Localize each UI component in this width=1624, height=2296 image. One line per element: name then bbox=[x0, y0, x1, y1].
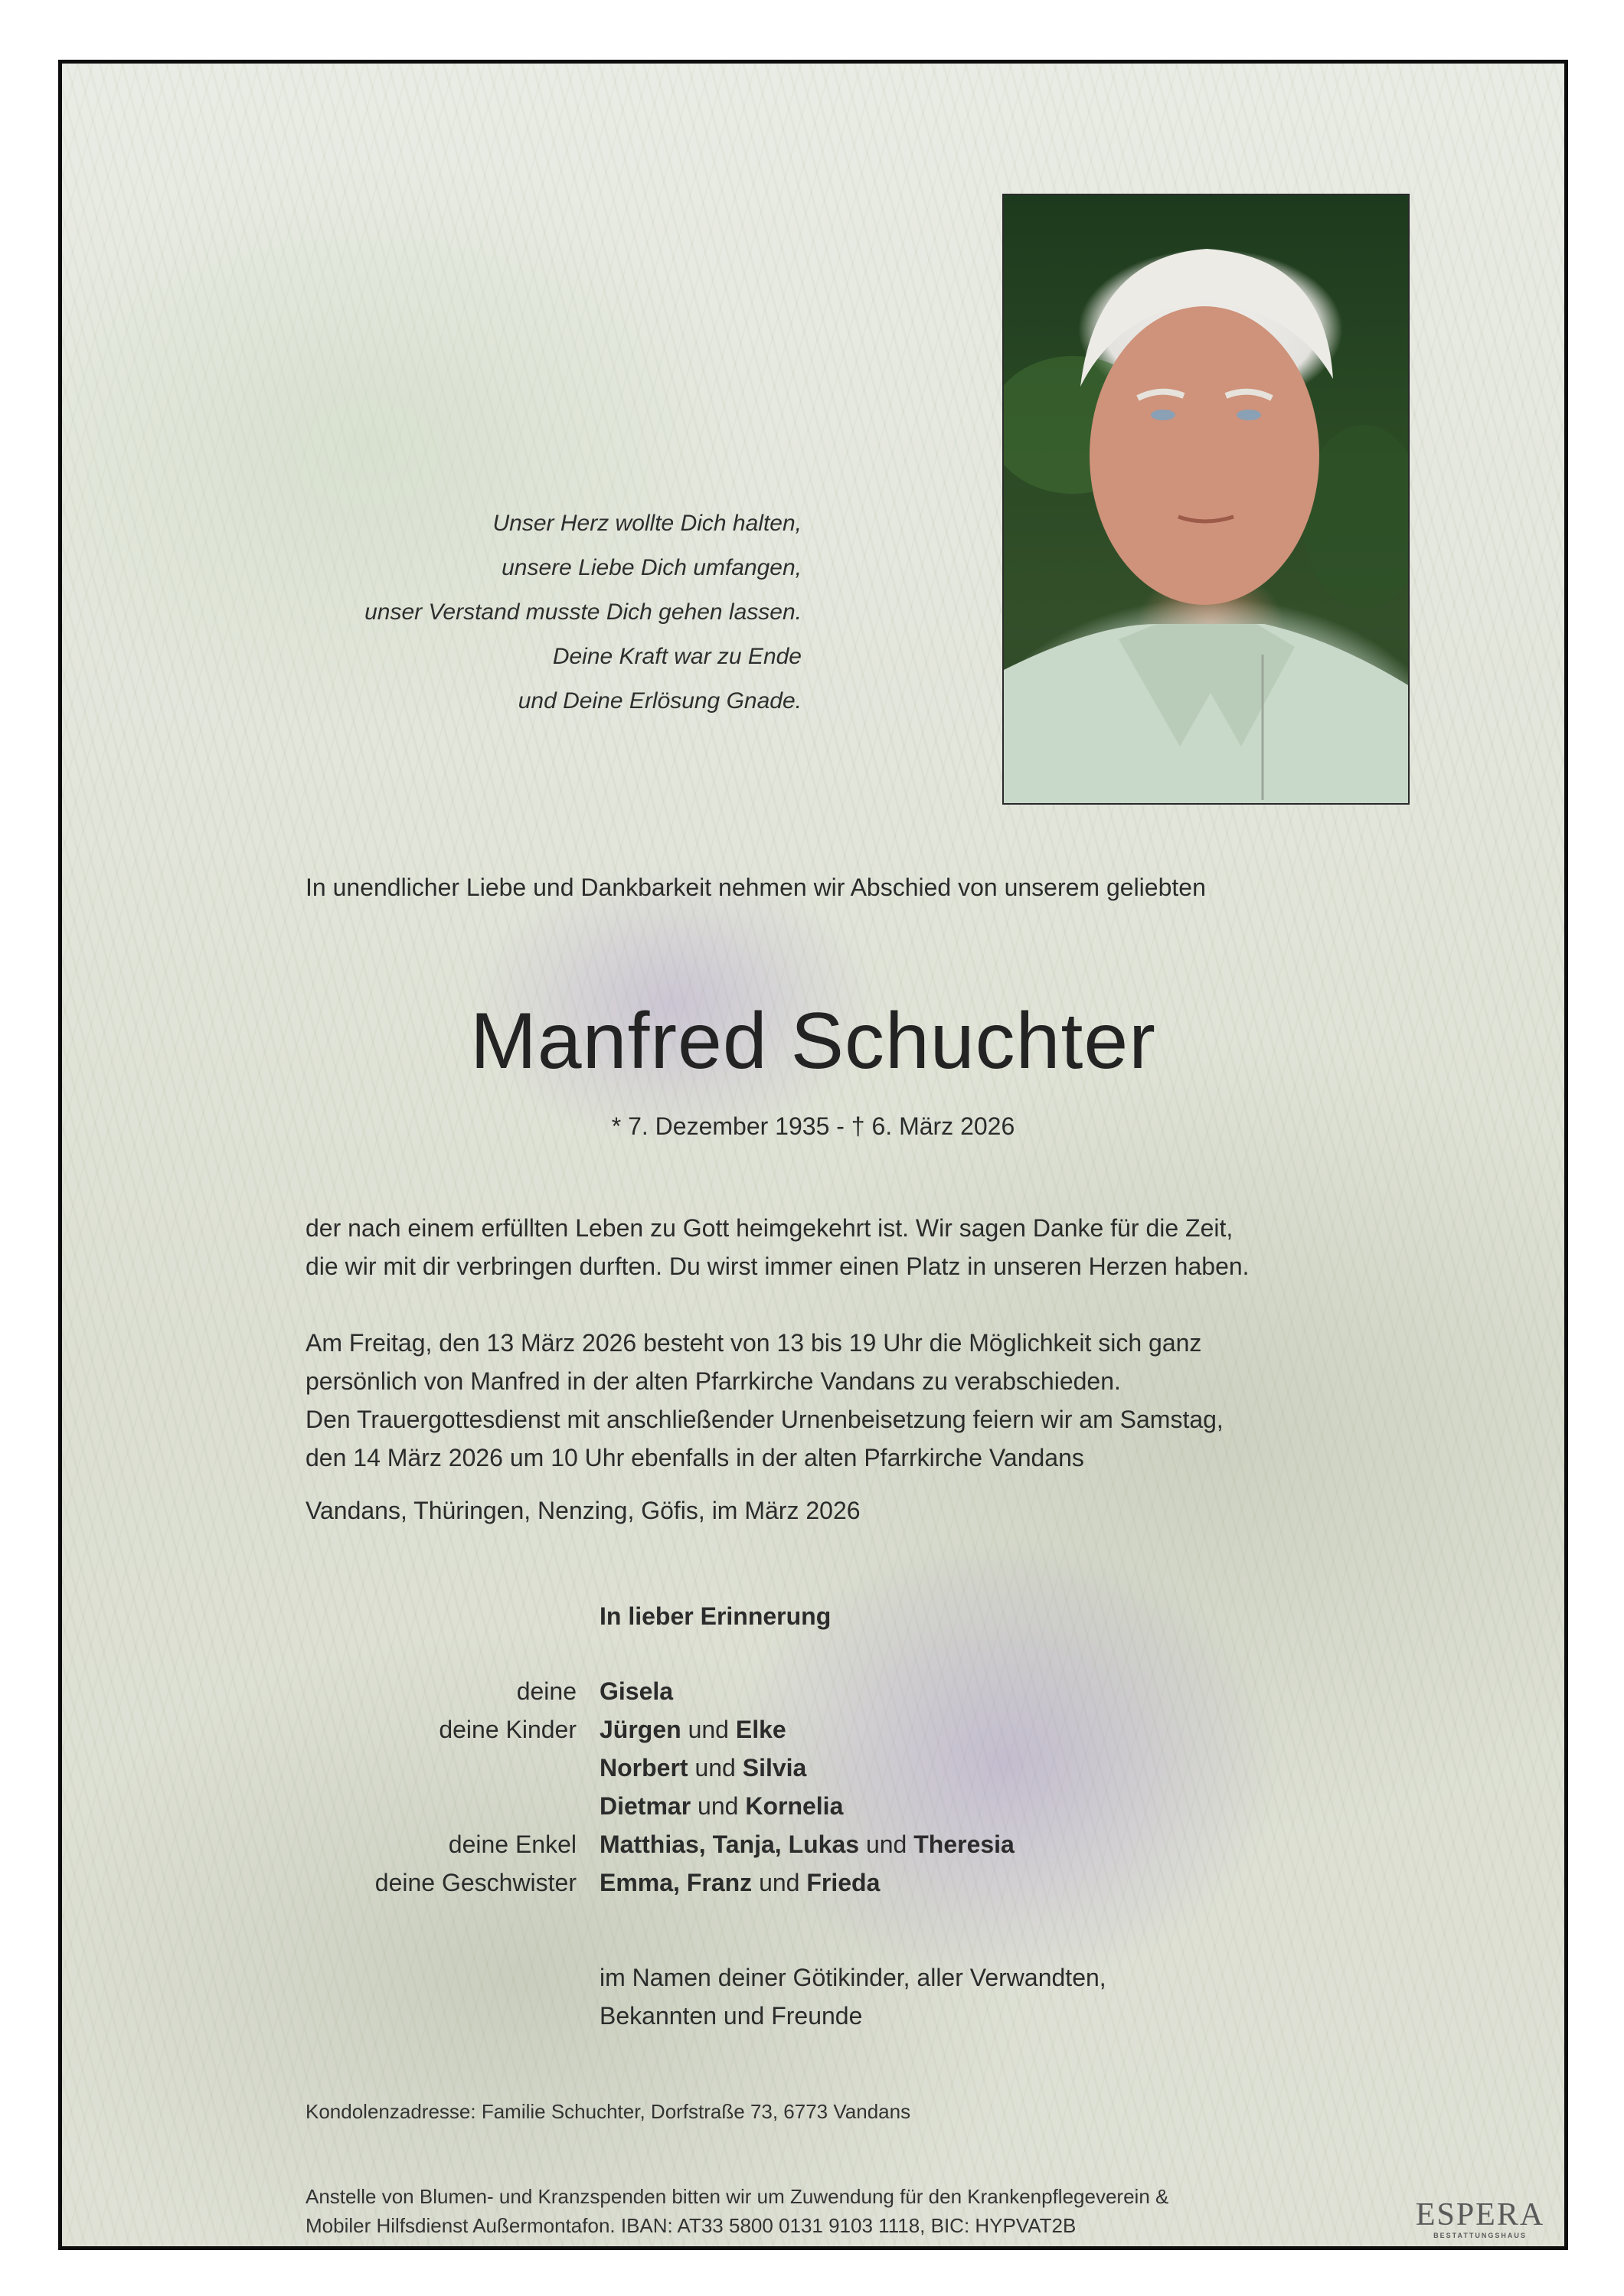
paragraph-line: Am Freitag, den 13 März 2026 besteht von 13 bis 19 Uhr die Möglichkeit sich ganz bbox=[306, 1329, 1202, 1357]
family-row bbox=[62, 1716, 1564, 1754]
relative-names bbox=[600, 1716, 786, 1744]
family-row bbox=[62, 1792, 1564, 1831]
relation-label: deine Enkel bbox=[448, 1831, 577, 1858]
conjunction: und bbox=[752, 1869, 807, 1896]
relative-name: Kornelia bbox=[745, 1792, 844, 1820]
paragraph-line: Den Trauergottesdienst mit anschließender Urnenbeisetzung feiern wir am Samstag, bbox=[306, 1406, 1224, 1433]
paragraph-farewell bbox=[306, 1209, 1250, 1285]
life-dates: * 7. Dezember 1935 - † 6. März 2026 bbox=[611, 1112, 1015, 1140]
conjunction: und bbox=[681, 1716, 736, 1743]
donation-line: Anstelle von Blumen- und Kranzspenden bitten wir um Zuwendung für den Krankenpflegeverein & bbox=[306, 2185, 1169, 2208]
relative-names bbox=[600, 1754, 806, 1782]
paragraph-line: der nach einem erfüllten Leben zu Gott heimgekehrt ist. Wir sagen Danke für die Zeit, bbox=[306, 1214, 1234, 1242]
poem-line: Deine Kraft war zu Ende bbox=[552, 644, 802, 669]
closing-line: im Namen deiner Götikinder, aller Verwandten, bbox=[600, 1964, 1106, 1991]
relative-name: Norbert bbox=[600, 1754, 688, 1782]
funeral-home-logo bbox=[1411, 2198, 1549, 2239]
poem-line: und Deine Erlösung Gnade. bbox=[518, 688, 802, 714]
deceased-name: Manfred Schuchter bbox=[470, 997, 1156, 1086]
donation-line: Mobiler Hilfsdienst Außermontafon. IBAN: AT33 5800 0131 9103 1118, BIC: HYPVAT2B bbox=[306, 2214, 1077, 2237]
relation-label: deine Kinder bbox=[439, 1716, 577, 1743]
relative-names bbox=[600, 1792, 843, 1821]
paragraph-line: die wir mit dir verbringen durften. Du wirst immer einen Platz in unseren Herzen haben. bbox=[306, 1253, 1250, 1280]
relative-name: Theresia bbox=[913, 1831, 1015, 1858]
portrait-illustration bbox=[1004, 195, 1408, 803]
closing-line: Bekannten und Freunde bbox=[600, 2002, 863, 2030]
obituary-card bbox=[58, 60, 1568, 2250]
donation-note bbox=[306, 2182, 1168, 2240]
family-row bbox=[62, 1754, 1564, 1792]
poem bbox=[364, 501, 802, 723]
paragraph-service-info bbox=[306, 1324, 1224, 1477]
relative-names bbox=[600, 1677, 673, 1706]
poem-line: Unser Herz wollte Dich halten, bbox=[492, 511, 802, 536]
family-row bbox=[62, 1869, 1564, 1907]
closing-text bbox=[600, 1958, 1106, 2035]
paragraph-line: persönlich von Manfred in der alten Pfarrkirche Vandans zu verabschieden. bbox=[306, 1367, 1121, 1395]
relative-name: Matthias, Tanja, Lukas bbox=[600, 1831, 860, 1858]
condolence-address: Kondolenzadresse: Familie Schuchter, Dorfstraße 73, 6773 Vandans bbox=[306, 2100, 911, 2123]
poem-line: unsere Liebe Dich umfangen, bbox=[502, 555, 802, 580]
family-row bbox=[62, 1677, 1564, 1716]
relative-name: Gisela bbox=[600, 1677, 674, 1705]
relative-names bbox=[600, 1869, 880, 1897]
relative-names bbox=[600, 1831, 1015, 1859]
poem-line: unser Verstand musste Dich gehen lassen. bbox=[364, 599, 802, 625]
portrait-photo bbox=[1002, 194, 1410, 805]
relative-name: Emma, Franz bbox=[600, 1869, 753, 1896]
logo-name: ESPERA bbox=[1415, 2197, 1545, 2232]
relation-label: deine bbox=[516, 1677, 577, 1705]
conjunction: und bbox=[688, 1754, 743, 1782]
relative-name: Dietmar bbox=[600, 1792, 691, 1820]
logo-subtitle: BESTATTUNGSHAUS bbox=[1433, 2232, 1527, 2239]
relative-name: Elke bbox=[735, 1716, 786, 1743]
relative-name: Jürgen bbox=[600, 1716, 681, 1743]
conjunction: und bbox=[859, 1831, 914, 1858]
family-row bbox=[62, 1831, 1564, 1869]
paragraph-line: den 14 März 2026 um 10 Uhr ebenfalls in der alten Pfarrkirche Vandans bbox=[306, 1444, 1084, 1471]
family-heading: In lieber Erinnerung bbox=[600, 1602, 832, 1630]
place-and-date: Vandans, Thüringen, Nenzing, Göfis, im März 2026 bbox=[306, 1497, 861, 1524]
conjunction: und bbox=[691, 1792, 746, 1820]
relation-label: deine Geschwister bbox=[374, 1869, 577, 1896]
intro-text: In unendlicher Liebe und Dankbarkeit nehmen wir Abschied von unserem geliebten bbox=[306, 874, 1206, 901]
relative-name: Frieda bbox=[806, 1869, 881, 1896]
relative-name: Silvia bbox=[742, 1754, 807, 1782]
